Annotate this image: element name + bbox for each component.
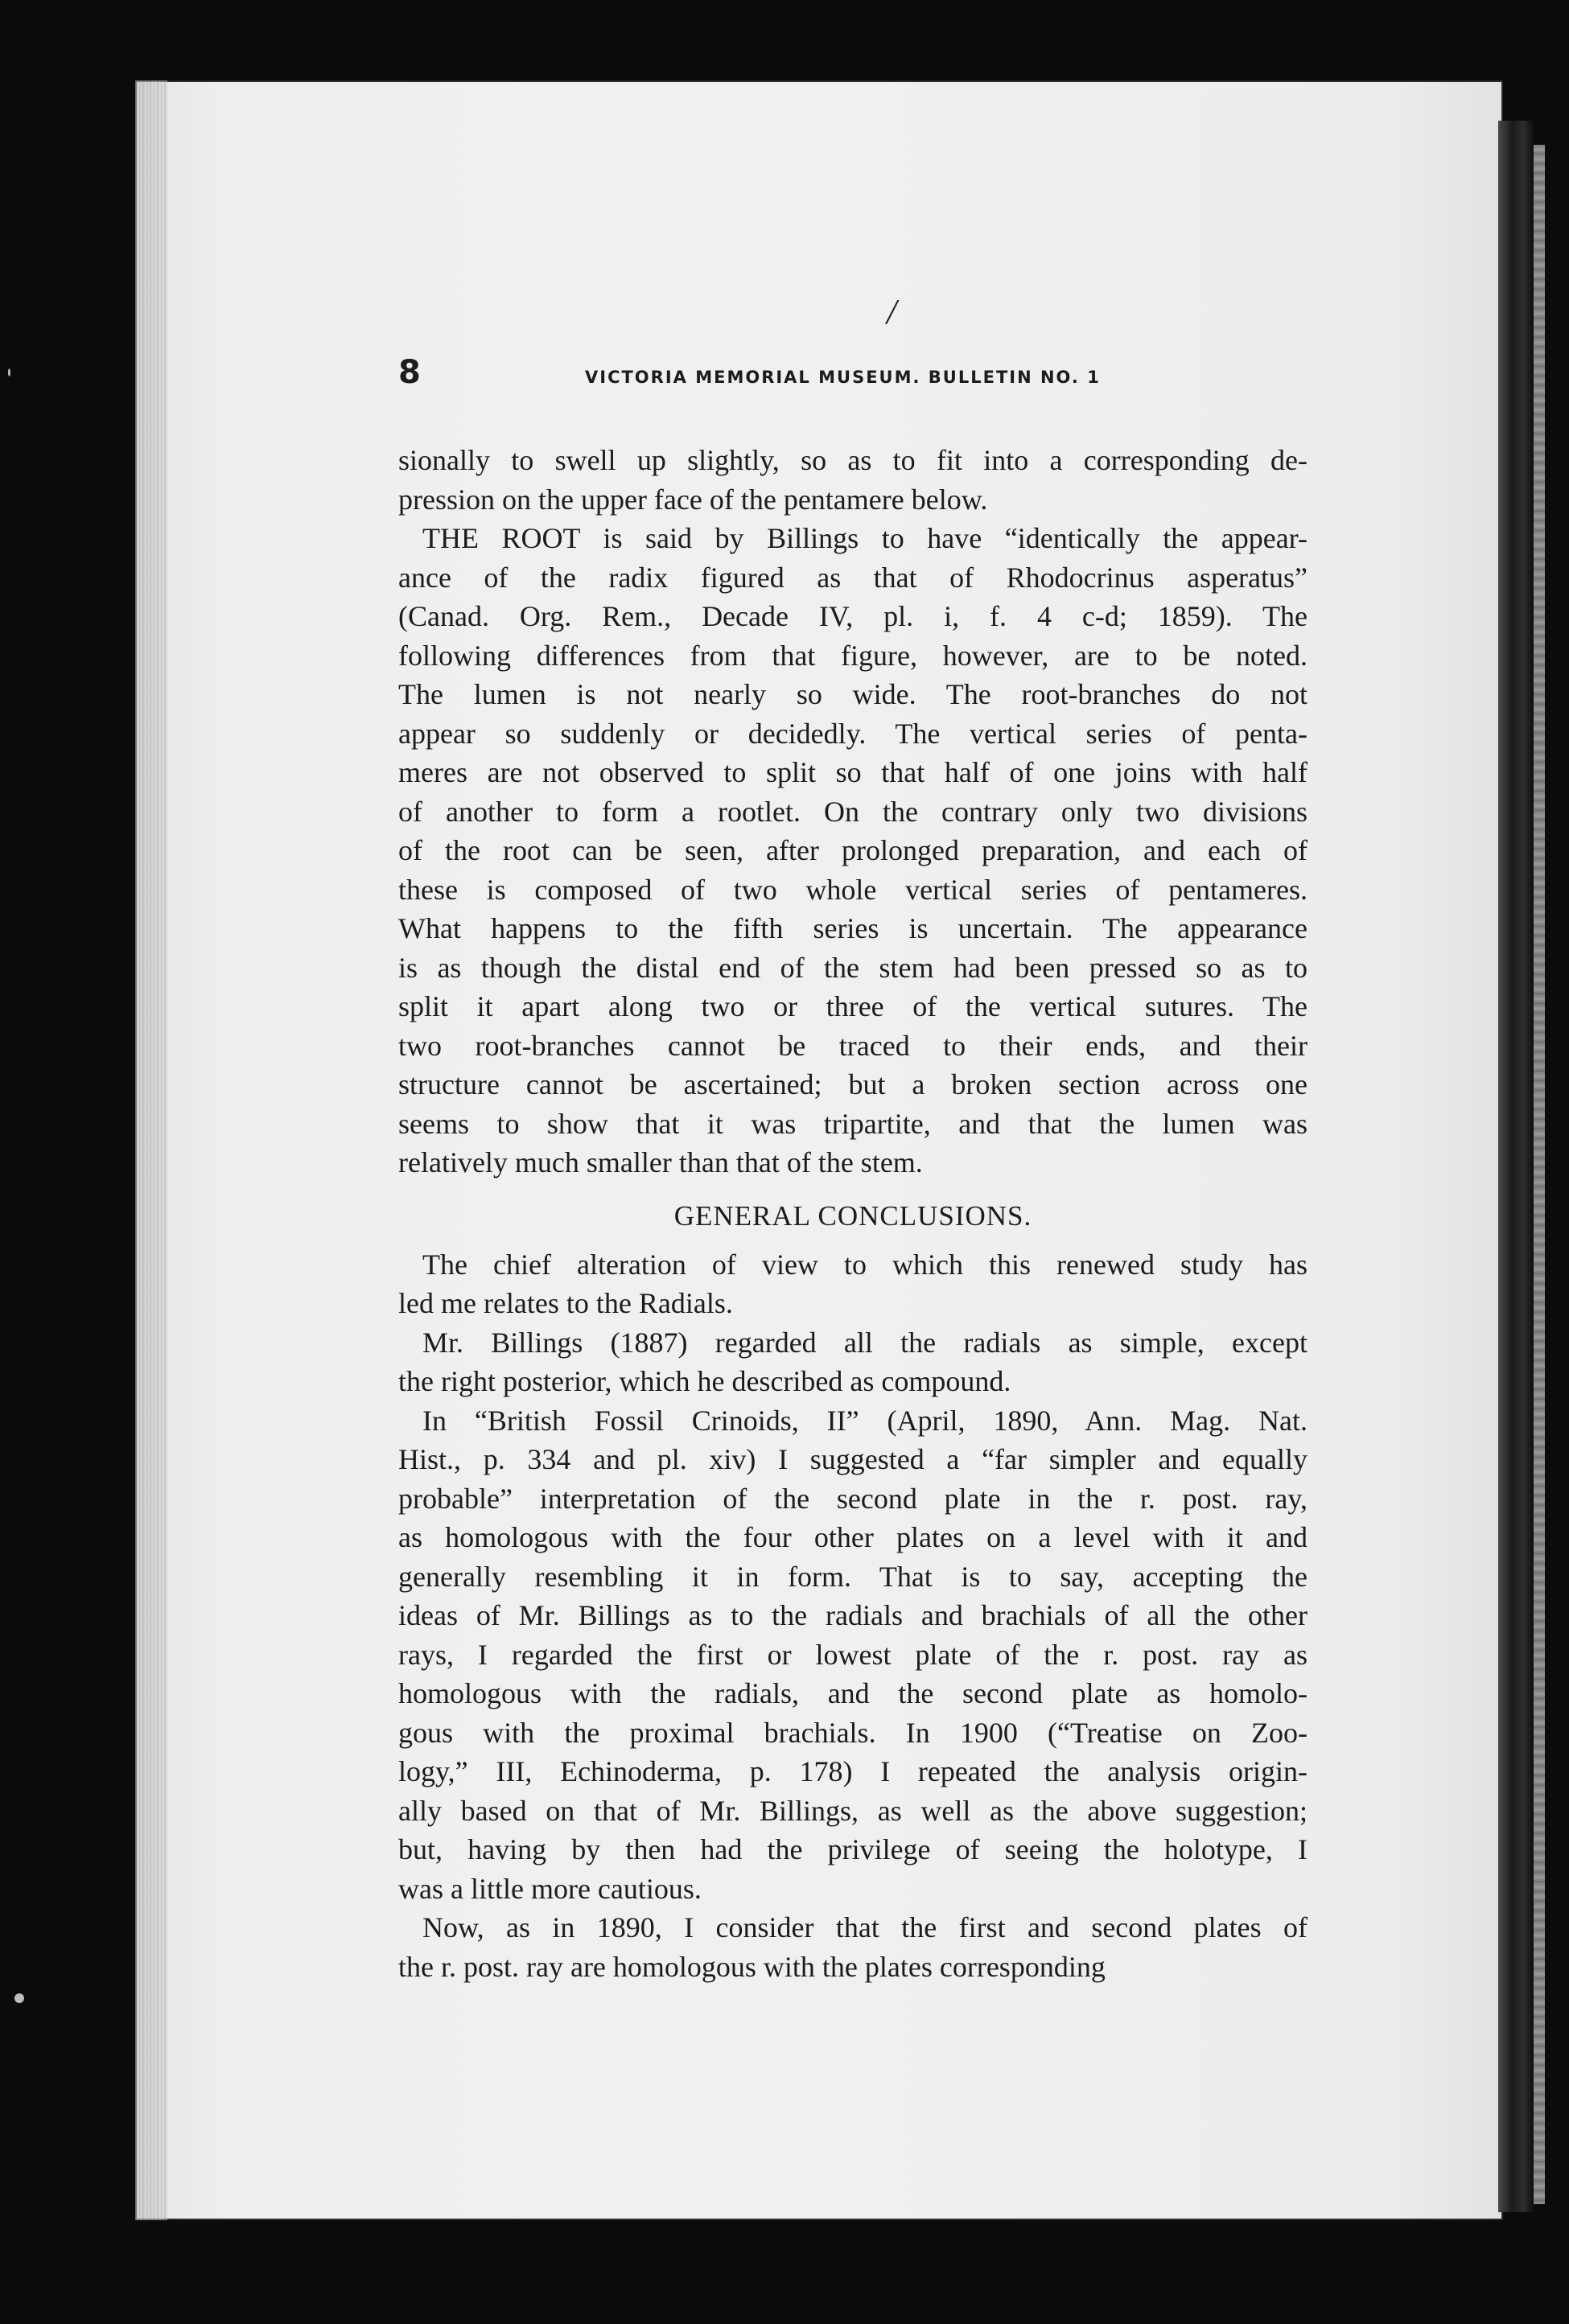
paragraph: [398, 441, 1308, 519]
text-line: The lumen is not nearly so wide. The root-branches do not: [398, 678, 1308, 710]
scan-right-strip: [1534, 145, 1545, 2204]
page-number: 8: [398, 354, 421, 391]
text-line: these is composed of two whole vertical series of pentameres.: [398, 873, 1308, 906]
stray-mark: /: [887, 292, 897, 331]
text-line: the r. post. ray are homologous with the plates corresponding: [398, 1950, 1106, 1983]
text-line: relatively much smaller than that of the stem.: [398, 1146, 923, 1178]
page-left-edge: [135, 80, 167, 2220]
scan-speck: [8, 368, 10, 376]
text-line: structure cannot be ascertained; but a broken section across one: [398, 1068, 1308, 1100]
text-line: but, having by then had the privilege of seeing the holotype, I: [398, 1833, 1308, 1865]
text-line: homologous with the radials, and the second plate as homolo-: [398, 1677, 1308, 1709]
text-line: led me relates to the Radials.: [398, 1287, 733, 1319]
text-line: generally resembling it in form. That is to say, accepting the: [398, 1560, 1308, 1593]
running-title: VICTORIA MEMORIAL MUSEUM. BULLETIN NO. 1: [585, 368, 1101, 387]
text-line: Hist., p. 334 and pl. xiv) I suggested a “far simpler and equally: [398, 1443, 1308, 1475]
text-line: of the root can be seen, after prolonged preparation, and each of: [398, 834, 1308, 866]
text-line: (Canad. Org. Rem., Decade IV, pl. i, f. 4 c-d; 1859). The: [398, 600, 1308, 632]
text-line: ideas of Mr. Billings as to the radials and brachials of all the other: [398, 1599, 1308, 1631]
text-line: What happens to the fifth series is uncertain. The appearance: [398, 912, 1308, 944]
paragraph: [398, 519, 1308, 1183]
text-line: THE ROOT is said by Billings to have “identically the appear-: [422, 522, 1308, 554]
running-head: [398, 354, 1308, 402]
paragraph: [398, 1908, 1308, 1986]
body-text-part-1: [398, 441, 1308, 1183]
text-line: In “British Fossil Crinoids, II” (April, 1890, Ann. Mag. Nat.: [422, 1404, 1308, 1437]
text-line: pression on the upper face of the pentamere below.: [398, 483, 988, 516]
text-line: split it apart along two or three of the vertical sutures. The: [398, 990, 1308, 1022]
text-line: Now, as in 1890, I consider that the first and second plates of: [422, 1911, 1308, 1944]
text-line: the right posterior, which he described as compound.: [398, 1365, 1011, 1397]
text-line: is as though the distal end of the stem had been pressed so as to: [398, 951, 1308, 984]
paragraph: [398, 1245, 1308, 1323]
text-line: ally based on that of Mr. Billings, as well as the above suggestion;: [398, 1794, 1308, 1827]
text-line: seems to show that it was tripartite, and that the lumen was: [398, 1107, 1308, 1140]
text-line: rays, I regarded the first or lowest plate of the r. post. ray as: [398, 1638, 1308, 1671]
text-column: [398, 354, 1308, 1986]
text-line: as homologous with the four other plates on a level with it and: [398, 1521, 1308, 1553]
text-line: ance of the radix figured as that of Rhodocrinus asperatus”: [398, 561, 1308, 594]
text-line: appear so suddenly or decidedly. The vertical series of penta-: [398, 717, 1308, 750]
body-text-part-2: [398, 1245, 1308, 1987]
text-line: meres are not observed to split so that half of one joins with half: [398, 756, 1308, 788]
text-line: Mr. Billings (1887) regarded all the radials as simple, except: [422, 1326, 1308, 1359]
text-line: logy,” III, Echinoderma, p. 178) I repeated the analysis origin-: [398, 1755, 1308, 1787]
paragraph: [398, 1401, 1308, 1909]
text-line: was a little more cautious.: [398, 1872, 702, 1905]
section-heading: GENERAL CONCLUSIONS.: [673, 1199, 1032, 1232]
text-line: gous with the proximal brachials. In 1900 (“Treatise on Zoo-: [398, 1716, 1308, 1749]
text-line: probable” interpretation of the second plate in the r. post. ray,: [398, 1482, 1308, 1515]
paragraph: [398, 1323, 1308, 1401]
scan-speck: [14, 1993, 24, 2003]
text-line: following differences from that figure, however, are to be noted.: [398, 639, 1308, 672]
text-line: The chief alteration of view to which this renewed study has: [422, 1248, 1308, 1281]
text-line: of another to form a rootlet. On the contrary only two divisions: [398, 795, 1308, 828]
text-line: two root-branches cannot be traced to their ends, and their: [398, 1029, 1308, 1062]
text-line: sionally to swell up slightly, so as to fit into a corresponding de-: [398, 444, 1308, 476]
scan-right-shadow: [1498, 121, 1534, 2212]
